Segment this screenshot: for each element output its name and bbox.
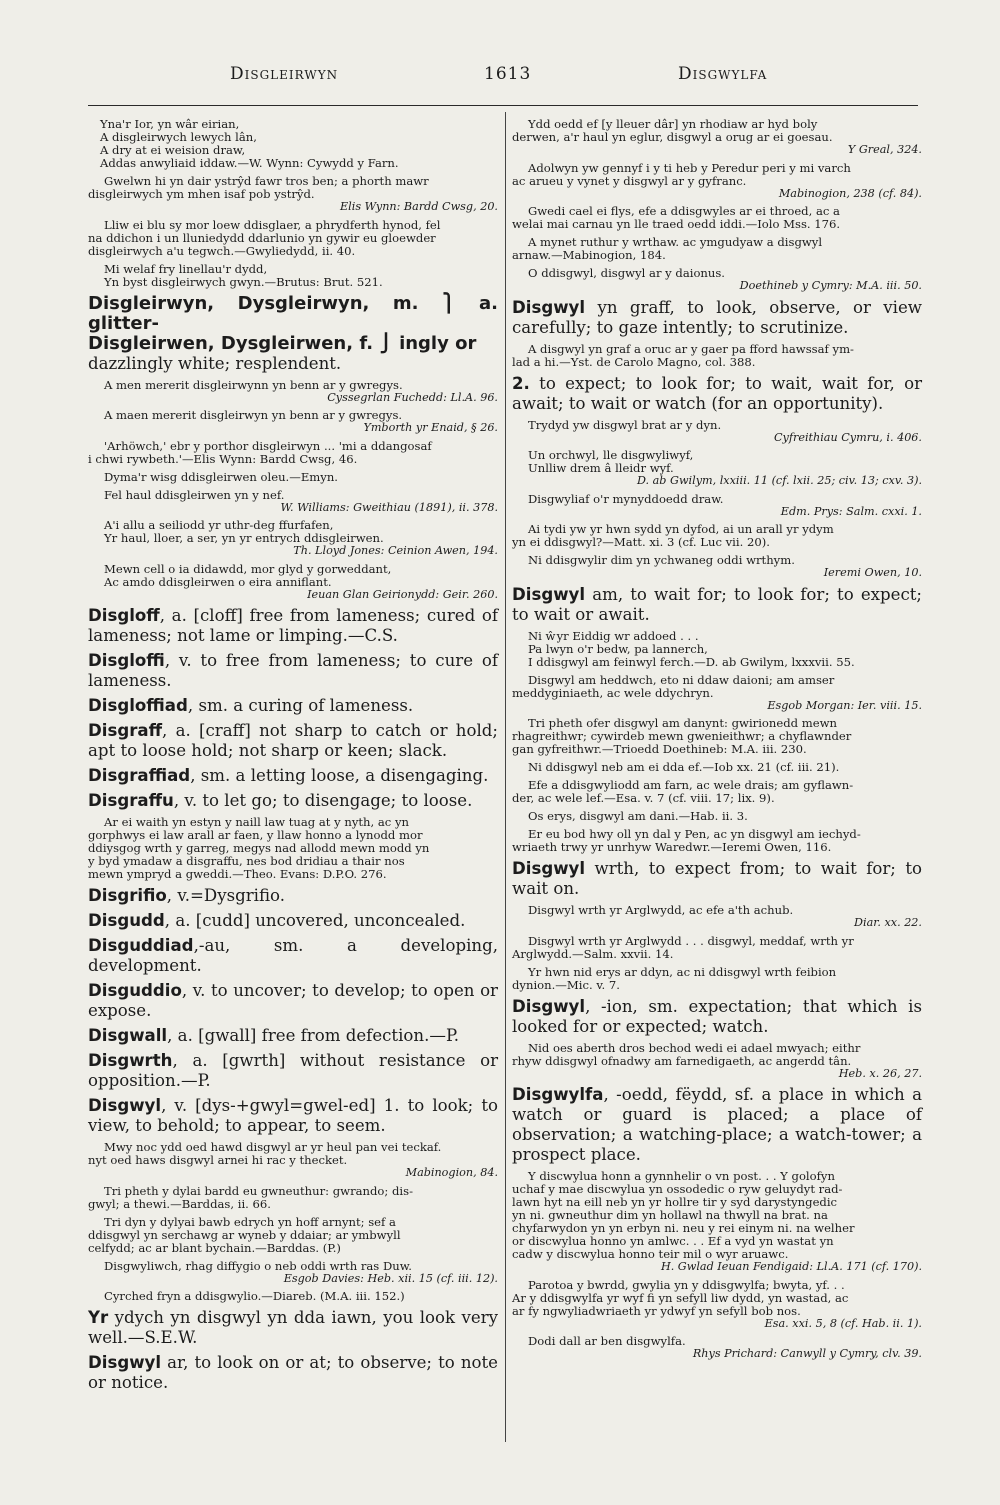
quote-source: D. ab Gwilym, lxxiii. 11 (cf. lxii. 25; civ. 13; cxv. 3). xyxy=(636,474,922,487)
quotation xyxy=(88,219,498,258)
quotation xyxy=(512,205,922,231)
entry-headword: Disgloff xyxy=(88,606,160,625)
quote-line: rhyw ddisgwyl ofnadwy am farnedigaeth, ac angerdd tân. xyxy=(512,1053,852,1068)
dictionary-entry: Disgwyl, v. [dys-+gwyl=gwel-ed] 1. to look; to view, to behold; to appear, to seem. xyxy=(88,1096,498,1135)
quote-line: A men mererit disgleirwynn yn benn ar y gwregys. xyxy=(104,377,403,392)
quotation xyxy=(512,554,922,580)
quote-line: Cyrched fryn a ddisgwylio.—Diareb. (M.A. iii. 152.) xyxy=(104,1289,405,1303)
quote-source: Th. Lloyd Jones: Ceinion Awen, 194. xyxy=(293,544,498,557)
entry-headword: Disgwyl xyxy=(512,859,586,878)
quotation xyxy=(512,904,922,930)
entry-headword: Disgudd xyxy=(88,911,165,930)
quote-line: Ai tydi yw yr hwn sydd yn dyfod, ai un arall yr ydym xyxy=(528,522,834,536)
quotation xyxy=(512,761,922,774)
quotation xyxy=(88,1141,498,1180)
left-column xyxy=(88,118,498,1398)
quotation xyxy=(512,828,922,854)
quote-source: Mabinogion, 84. xyxy=(405,1166,498,1179)
dictionary-entry xyxy=(88,294,498,374)
quote-line: i chwi rywbeth.'—Elis Wynn: Bardd Cwsg, 46. xyxy=(88,451,358,466)
quote-source: Cyfreithiau Cymru, i. 406. xyxy=(773,430,922,444)
quote-source: Ymborth yr Enaid, § 26. xyxy=(363,421,498,434)
entry-headword: Disgwyl xyxy=(512,584,586,604)
entry-headword: Yr xyxy=(88,1308,109,1327)
quote-line: or discwylua honno yn amlwc. . . Ef a vyd yn wastat yn xyxy=(512,1234,834,1248)
quote-line: der, ac wele lef.—Esa. v. 7 (cf. viii. 17; lix. 9). xyxy=(512,791,775,805)
quote-line: dynion.—Mic. v. 7. xyxy=(512,977,620,992)
quote-line: Ar y ddisgwylfa yr wyf fi yn sefyll liw dydd, yn wastad, ac xyxy=(512,1290,849,1305)
quote-line: A maen mererit disgleirwyn yn benn ar y gwregys. xyxy=(104,408,403,422)
dictionary-entry: Disgraffu, v. to let go; to disengage; to loose. xyxy=(88,791,473,810)
quote-line: Y discwylua honn a gynnhelir o vn post. . . Y golofyn xyxy=(528,1169,835,1183)
quotation xyxy=(88,118,498,170)
quote-line: meddyginiaeth, ac wele ddychryn. xyxy=(512,685,714,700)
dictionary-entry: Disgwrth, a. [gwrth] without resistance or opposition.—P. xyxy=(88,1051,498,1090)
quote-line: Ni ddisgwyl neb am ei dda ef.—Iob xx. 21 (cf. iii. 21). xyxy=(528,760,840,774)
quote-line: yn ni. gwneuthur dim yn hollawl na thwyll na brat. na xyxy=(512,1208,828,1222)
quotation xyxy=(512,674,922,713)
quote-line: Mewn cell o ia didawdd, mor glyd y gorweddant, xyxy=(104,561,392,576)
quote-line: Trydyd yw disgwyl brat ar y dyn. xyxy=(528,417,722,432)
quotation xyxy=(88,263,498,289)
quote-line: Dyma'r wisg ddisgleirwen oleu.—Emyn. xyxy=(104,469,338,484)
quotation xyxy=(88,379,498,405)
quote-line: Pa lwyn o'r bedw, pa lannerch, xyxy=(528,641,708,656)
dictionary-entry: Disgwyl ar, to look on or at; to observe; to note or notice. xyxy=(88,1353,498,1392)
quote-line: Disgwyl am heddwch, eto ni ddaw daioni; am amser xyxy=(528,672,835,687)
right-guide-word: Disgwylfa xyxy=(678,64,768,84)
quote-line: Ydd oedd ef [y lleuer dâr] yn rhodiaw ar hyd boly xyxy=(528,117,818,131)
quote-line: Un orchwyl, lle disgwyliwyf, xyxy=(528,448,694,462)
quotation xyxy=(88,440,498,466)
right-column xyxy=(512,118,922,1366)
quote-line: na ddichon i un lluniedydd ddarlunio yn gywir eu gloewder xyxy=(88,230,436,245)
quote-line: Efe a ddisgwyliodd am farn, ac wele drais; am gyflawn- xyxy=(528,778,854,792)
quotation xyxy=(88,1260,498,1286)
left-guide-word: Disgleirwyn xyxy=(230,64,339,84)
page-number: 1613 xyxy=(484,64,532,84)
dictionary-entry: Disgwyl wrth, to expect from; to wait for; to wait on. xyxy=(512,859,922,898)
quote-line: A disgleirwych lewych lân, xyxy=(100,130,257,144)
dictionary-entry: Disgloffi, v. to free from lameness; to cure of lameness. xyxy=(88,651,498,690)
quotation xyxy=(88,471,498,484)
quotation xyxy=(512,493,922,519)
quote-line: A'i allu a seiliodd yr uthr-deg ffurfafen, xyxy=(104,518,334,532)
quote-source: Esa. xxi. 5, 8 (cf. Hab. ii. 1). xyxy=(764,1316,922,1330)
dictionary-entry: Disgloffiad, sm. a curing of lameness. xyxy=(88,696,414,715)
dictionary-entry: Disguddio, v. to uncover; to develop; to open or expose. xyxy=(88,981,498,1020)
quote-source: Doethineb y Cymry: M.A. iii. 50. xyxy=(739,279,922,292)
quotation xyxy=(88,1185,498,1211)
quote-source: Diar. xx. 22. xyxy=(854,916,922,929)
quote-line: Os erys, disgwyl am dani.—Hab. ii. 3. xyxy=(528,809,748,823)
entry-headword: Disgwall xyxy=(88,1026,168,1045)
quote-line: chyfarwydon yn yn erbyn ni. neu y rei einym ni. na welher xyxy=(512,1221,855,1235)
page-header xyxy=(0,64,1000,98)
quote-line: Fel haul ddisgleirwen yn y nef. xyxy=(104,487,285,502)
dictionary-entry: Disgudd, a. [cudd] uncovered, unconcealed. xyxy=(88,911,466,930)
dictionary-entry: Disgrifio, v.=Dysgrifio. xyxy=(88,886,286,905)
quotation xyxy=(512,1170,922,1274)
entry-headword: Disgwyl xyxy=(512,996,586,1016)
quotation xyxy=(512,1335,922,1361)
quote-line: Mwy noc ydd oed hawd disgwyl ar yr heul pan vei teckaf. xyxy=(104,1140,442,1154)
entry-headword: Disguddiad xyxy=(88,936,194,955)
quote-line: disgleirwych a'u tegwch.—Gwyliedydd, ii. 40. xyxy=(88,243,356,258)
entry-headword: Disgraffu xyxy=(88,791,174,810)
quote-source: Cyssegrlan Fuchedd: Ll.A. 96. xyxy=(327,390,498,404)
entry-headword: Disgloffiad xyxy=(88,696,188,715)
dictionary-entry: Disgwall, a. [gwall] free from defection.—P. xyxy=(88,1026,460,1045)
entry-line: Disgleirwyn, Dysgleirwyn, m. ⎫ a. glitter- xyxy=(88,292,498,334)
quote-source: W. Williams: Gweithiau (1891), ii. 378. xyxy=(280,500,498,514)
dictionary-entry: Disgwyl yn graff, to look, observe, or view carefully; to gaze intently; to scrutinize. xyxy=(512,297,922,337)
quote-line: Nid oes aberth dros bechod wedi ei adael mwyach; eithr xyxy=(528,1040,861,1055)
quote-line: Yn byst disgleirwych gwyn.—Brutus: Brut. 521. xyxy=(104,274,383,289)
quote-line: A mynet ruthur y wrthaw. ac ymgudyaw a disgwyl xyxy=(528,235,823,249)
quote-line: gwyl; a thewi.—Barddas, ii. 66. xyxy=(88,1196,271,1211)
entry-line: dazzlingly white; resplendent. xyxy=(88,353,342,373)
quote-line: ddiysgog wrth y garreg, megys nad allodd mewn modd yn xyxy=(88,841,430,855)
quote-source: Elis Wynn: Bardd Cwsg, 20. xyxy=(340,200,498,213)
quotation xyxy=(512,419,922,445)
quotation xyxy=(512,1042,922,1081)
quote-line: ac arueu y vynet y disgwyl ar y gyfranc. xyxy=(512,173,747,188)
entry-headword: Disgwyl xyxy=(88,1096,162,1115)
quote-line: Mi welaf fry linellau'r dydd, xyxy=(104,261,268,276)
quotation xyxy=(88,409,498,435)
quotation xyxy=(512,966,922,992)
quotation xyxy=(512,449,922,488)
quotation xyxy=(512,630,922,669)
quote-line: Disgwyliaf o'r mynyddoedd draw. xyxy=(528,491,724,506)
quote-line: y byd ymadaw a disgraffu, nes bod dridiau a thair nos xyxy=(88,854,405,868)
entry-headword: Disgraff xyxy=(88,721,163,740)
entry-headword: Disguddio xyxy=(88,981,182,1000)
dictionary-entry: Disguddiad,-au, sm. a developing, development. xyxy=(88,936,498,975)
quote-line: Dodi dall ar ben disgwylfa. xyxy=(528,1334,686,1348)
quotation xyxy=(512,717,922,756)
quote-line: wriaeth trwy yr unrhyw Waredwr.—Ieremi Owen, 116. xyxy=(512,840,832,854)
quote-source: Esgob Davies: Heb. xii. 15 (cf. iii. 12). xyxy=(283,1271,498,1285)
dictionary-entry: 2. to expect; to look for; to wait, wait for, or await; to wait or watch (for an opportunity). xyxy=(512,373,922,413)
quote-source: Mabinogion, 238 (cf. 84). xyxy=(778,186,922,200)
quote-line: Yr haul, lloer, a ser, yn yr entrych ddisgleirwen. xyxy=(104,531,384,545)
quote-line: nyt oed haws disgwyl arnei hi rac y thecket. xyxy=(88,1153,348,1167)
quote-line: gan gyfreithwr.—Trioedd Doethineb: M.A. iii. 230. xyxy=(512,742,807,756)
quotation xyxy=(88,563,498,602)
dictionary-entry: Disgloff, a. [cloff] free from lameness; cured of lameness; not lame or limping.—C.S. xyxy=(88,606,498,645)
quote-line: I ddisgwyl am feinwyl ferch.—D. ab Gwilym, lxxxvii. 55. xyxy=(528,654,855,669)
quote-line: Gwedi cael ei flys, efe a ddisgwyles ar ei throed, ac a xyxy=(528,204,840,218)
quotation xyxy=(512,779,922,805)
dictionary-entry: Disgwyl, -ion, sm. expectation; that which is looked for or expected; watch. xyxy=(512,996,922,1036)
quote-line: Disgwyliwch, rhag diffygio o neb oddi wrth ras Duw. xyxy=(104,1258,412,1273)
quote-line: Yna'r Ior, yn wâr eirian, xyxy=(100,117,240,131)
quotation xyxy=(88,1290,498,1303)
quote-source: H. Gwlad Ieuan Fendigaid: Ll.A. 171 (cf. 170). xyxy=(660,1260,922,1273)
quotation xyxy=(512,162,922,201)
quote-line: Disgwyl wrth yr Arglwydd, ac efe a'th achub. xyxy=(528,903,794,917)
quote-line: Ar ei waith yn estyn y naill law tuag at y nyth, ac yn xyxy=(104,815,409,829)
dictionary-entry: Yr ydych yn disgwyl yn dda iawn, you look very well.—S.E.W. xyxy=(88,1308,498,1347)
quote-line: A dry at ei weision draw, xyxy=(100,143,246,157)
quote-line: O ddisgwyl, disgwyl ar y daionus. xyxy=(528,266,725,280)
quote-line: Gwelwn hi yn dair ystrŷd fawr tros ben; a phorth mawr xyxy=(104,174,429,188)
quote-line: Ni ddisgwylir dim yn ychwaneg oddi wrthym. xyxy=(528,553,795,567)
quotation xyxy=(512,810,922,823)
quotation xyxy=(512,267,922,293)
quote-source: Ieuan Glan Geirionydd: Geir. 260. xyxy=(307,587,498,601)
quote-line: Lliw ei blu sy mor loew ddisglaer, a phrydferth hynod, fel xyxy=(104,217,441,232)
quote-line: Ni ŵyr Eiddig wr addoed . . . xyxy=(528,628,699,643)
quote-line: ar fy ngwyliadwriaeth yr ydwyf yn sefyll bob nos. xyxy=(512,1303,801,1318)
entry-headword: Disgraffiad xyxy=(88,766,191,785)
quote-source: Y Greal, 324. xyxy=(847,143,922,156)
quote-line: Unlliw drem â lleidr wyf. xyxy=(528,461,674,475)
quote-line: uchaf y mae discwylua yn ossodedic o ryw geluydyt rad- xyxy=(512,1182,843,1196)
column-divider xyxy=(505,112,506,1442)
quotation xyxy=(512,523,922,549)
quotation xyxy=(88,816,498,881)
entry-headword: Disgwyl xyxy=(88,1353,162,1372)
quote-line: lawn hyt na eill neb yn yr hollre tir y syd darystyngedic xyxy=(512,1195,838,1209)
quote-line: A disgwyl yn graf a oruc ar y gaer pa fford hawssaf ym- xyxy=(528,341,854,356)
quote-line: Parotoa y bwrdd, gwylia yn y ddisgwylfa; bwyta, yf. . . xyxy=(528,1277,845,1292)
quote-line: 'Arhöwch,' ebr y porthor disgleirwyn ... 'mi a ddangosaf xyxy=(104,438,432,453)
quotation xyxy=(88,519,498,558)
quote-line: Addas anwyliaid iddaw.—W. Wynn: Cywydd y Farn. xyxy=(100,156,399,170)
quote-line: ddisgwyl yn serchawg ar wyneb y ddaiar; ar ymbwyll xyxy=(88,1227,401,1242)
entry-headword: 2. xyxy=(512,373,530,393)
quotation xyxy=(512,236,922,262)
dictionary-entry: Disgraffiad, sm. a letting loose, a disengaging. xyxy=(88,766,489,785)
entry-line: Disgleirwen, Dysgleirwen, f. ⎭ ingly or xyxy=(88,332,477,354)
quotation xyxy=(512,118,922,157)
quote-line: Arglwydd.—Salm. xxvii. 14. xyxy=(512,946,674,961)
quote-line: mewn ympryd a gweddi.—Theo. Evans: D.P.O. 276. xyxy=(88,867,387,881)
dictionary-entry: Disgraff, a. [craff] not sharp to catch or hold; apt to loose hold; not sharp or keen; slack. xyxy=(88,721,498,760)
quote-source: Heb. x. 26, 27. xyxy=(838,1066,922,1080)
quote-line: Disgwyl wrth yr Arglwydd . . . disgwyl, meddaf, wrth yr xyxy=(528,933,854,948)
quote-line: derwen, a'r haul yn eglur, disgwyl a orug ar ei goesau. xyxy=(512,130,833,144)
quote-source: Ieremi Owen, 10. xyxy=(823,566,922,579)
quote-line: Tri pheth ofer disgwyl am danynt: gwirionedd mewn xyxy=(528,716,838,730)
quote-line: yn ei ddisgwyl?—Matt. xi. 3 (cf. Luc vii. 20). xyxy=(512,535,770,549)
quote-line: Adolwyn yw gennyf i y ti heb y Peredur peri y mi varch xyxy=(528,160,851,175)
header-rule xyxy=(88,105,918,106)
quote-line: Ac amdo ddisgleirwen o eira anniflant. xyxy=(104,574,332,589)
quote-line: disgleirwych ym mhen isaf pob ystrŷd. xyxy=(88,187,315,201)
quotation xyxy=(88,175,498,214)
quote-line: gorphwys ei law arall ar faen, y llaw honno a lynodd mor xyxy=(88,828,423,842)
quote-line: welai mai carnau yn lle traed oedd iddi.—Iolo Mss. 176. xyxy=(512,217,841,231)
quote-source: Rhys Prichard: Canwyll y Cymry, clv. 39. xyxy=(692,1347,922,1360)
quotation xyxy=(88,489,498,515)
quote-source: Edm. Prys: Salm. cxxi. 1. xyxy=(780,504,922,518)
entry-headword: Disgloffi xyxy=(88,651,165,670)
entry-headword: Disgwrth xyxy=(88,1051,173,1070)
quote-line: lad a hi.—Yst. de Carolo Magno, col. 388. xyxy=(512,354,756,369)
dictionary-entry: Disgwyl am, to wait for; to look for; to expect; to wait or await. xyxy=(512,584,922,624)
dictionary-entry: Disgwylfa, -oedd, fëydd, sf. a place in which a watch or guard is placed; a place of observation; a watching-place; a watch-tower; a prospect place. xyxy=(512,1085,922,1164)
quote-line: Yr hwn nid erys ar ddyn, ac ni ddisgwyl wrth feibion xyxy=(528,964,837,979)
entry-headword: Disgwylfa xyxy=(512,1085,604,1104)
quote-source: Esgob Morgan: Ier. viii. 15. xyxy=(767,698,922,712)
quotation xyxy=(512,343,922,369)
entry-headword: Disgwyl xyxy=(512,297,586,317)
quotation xyxy=(88,1216,498,1255)
quote-line: Er eu bod hwy oll yn dal y Pen, ac yn disgwyl am iechyd- xyxy=(528,827,861,841)
quote-line: arnaw.—Mabinogion, 184. xyxy=(512,248,666,262)
quote-line: cadw y discwylua honno teir mil o wyr aruawc. xyxy=(512,1247,789,1261)
quote-line: Tri dyn y dylyai bawb edrych yn hoff arnynt; sef a xyxy=(104,1214,396,1229)
quotation xyxy=(512,1279,922,1331)
quotation xyxy=(512,935,922,961)
quote-line: rhagreithwr; cywirdeb mewn gwenieithwr; a chyflawnder xyxy=(512,729,852,743)
entry-headword: Disgrifio xyxy=(88,886,167,905)
quote-line: celfydd; ac ar blant bychain.—Barddas. (P.) xyxy=(88,1240,341,1255)
quote-line: Tri pheth y dylai bardd eu gwneuthur: gwrando; dis- xyxy=(104,1183,413,1198)
